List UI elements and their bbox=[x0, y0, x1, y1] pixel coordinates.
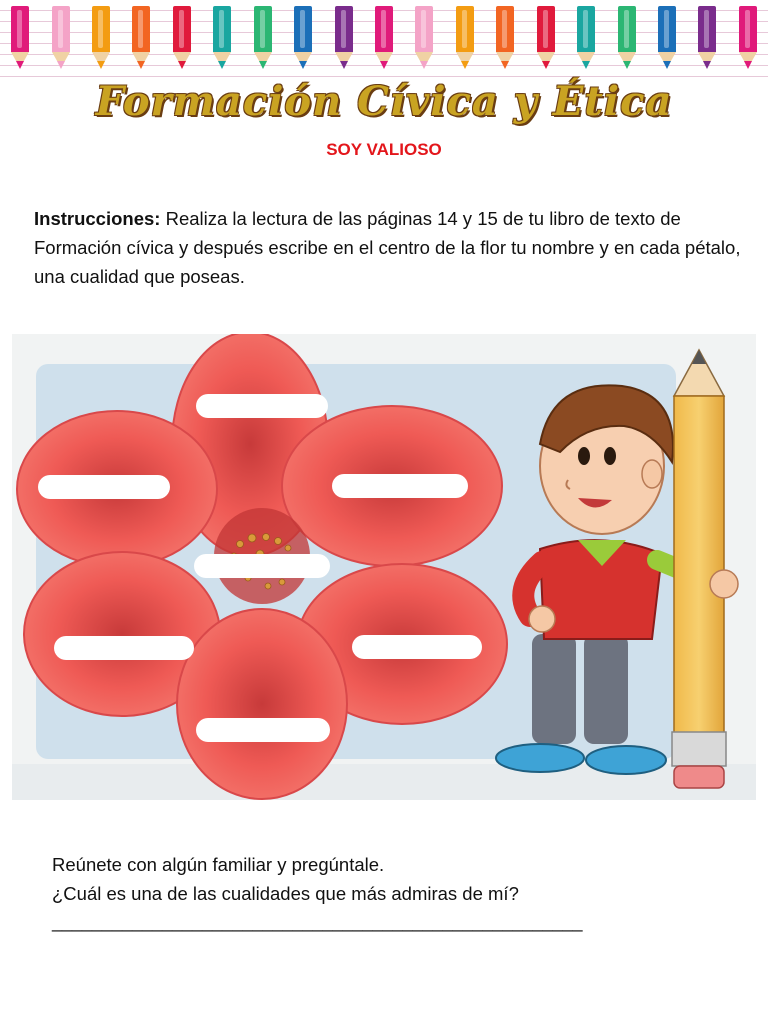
answer-line[interactable]: _____________________________________________________ bbox=[52, 912, 583, 932]
decorative-pencil bbox=[456, 6, 474, 74]
boy-hand-right bbox=[710, 570, 738, 598]
petal-slot-upper-left[interactable] bbox=[38, 475, 170, 499]
family-instruction: Reúnete con algún familiar y pregúntale. bbox=[52, 854, 385, 875]
family-question-section bbox=[52, 850, 732, 937]
boy-shoe-right bbox=[586, 746, 666, 774]
petal-bottom bbox=[177, 609, 347, 799]
decorative-pencil bbox=[132, 6, 150, 74]
boy-ear bbox=[642, 460, 662, 488]
petal-slot-lower-right[interactable] bbox=[352, 635, 482, 659]
pencil-graphite-tip bbox=[692, 350, 706, 364]
boy-hand-left bbox=[529, 606, 555, 632]
instructions-text: Realiza la lectura de las páginas 14 y 15 de tu libro de texto de Formación cívica y después escribe en el centro de la flor tu nombre y en cada pétalo, una cualidad que poseas. bbox=[34, 208, 741, 287]
boy-leg-left bbox=[532, 634, 576, 744]
pencil-border bbox=[0, 6, 768, 74]
decorative-pencil bbox=[254, 6, 272, 74]
decorative-pencil bbox=[658, 6, 676, 74]
instructions-paragraph bbox=[34, 204, 754, 291]
boy-eye-right bbox=[604, 447, 616, 465]
page-subtitle: SOY VALIOSO bbox=[326, 140, 442, 159]
decorative-pencil bbox=[618, 6, 636, 74]
instructions-label: Instrucciones: bbox=[34, 208, 161, 229]
decorative-pencil bbox=[698, 6, 716, 74]
center-name-slot[interactable] bbox=[194, 554, 330, 578]
decorative-pencil bbox=[537, 6, 555, 74]
decorative-pencil bbox=[375, 6, 393, 74]
petal-slot-top[interactable] bbox=[196, 394, 328, 418]
decorative-pencil bbox=[11, 6, 29, 74]
pencil-eraser bbox=[674, 766, 724, 788]
decorative-pencil bbox=[577, 6, 595, 74]
flower-illustration bbox=[12, 334, 756, 800]
decorative-pencil bbox=[496, 6, 514, 74]
decorative-pencil bbox=[739, 6, 757, 74]
decorative-pencil bbox=[294, 6, 312, 74]
decorative-pencil bbox=[415, 6, 433, 74]
decorative-pencil bbox=[92, 6, 110, 74]
petal-slot-lower-left[interactable] bbox=[54, 636, 194, 660]
decorative-pencil bbox=[213, 6, 231, 74]
boy-eye-left bbox=[578, 447, 590, 465]
pencil-body bbox=[674, 396, 724, 736]
giant-pencil bbox=[672, 350, 738, 788]
decorative-pencil bbox=[173, 6, 191, 74]
flower bbox=[17, 334, 507, 799]
illustration-drawing bbox=[12, 334, 756, 800]
petal-slot-upper-right[interactable] bbox=[332, 474, 468, 498]
decorative-pencil bbox=[52, 6, 70, 74]
notebook-header bbox=[0, 0, 768, 78]
petal-slot-bottom[interactable] bbox=[196, 718, 330, 742]
boy-shoe-left bbox=[496, 744, 584, 772]
family-question: ¿Cuál es una de las cualidades que más admiras de mí? bbox=[52, 883, 519, 904]
boy-leg-right bbox=[584, 634, 628, 744]
pencil-ferrule bbox=[672, 732, 726, 766]
decorative-pencil bbox=[335, 6, 353, 74]
page-title: Formación Cívica y Ética bbox=[95, 78, 673, 125]
